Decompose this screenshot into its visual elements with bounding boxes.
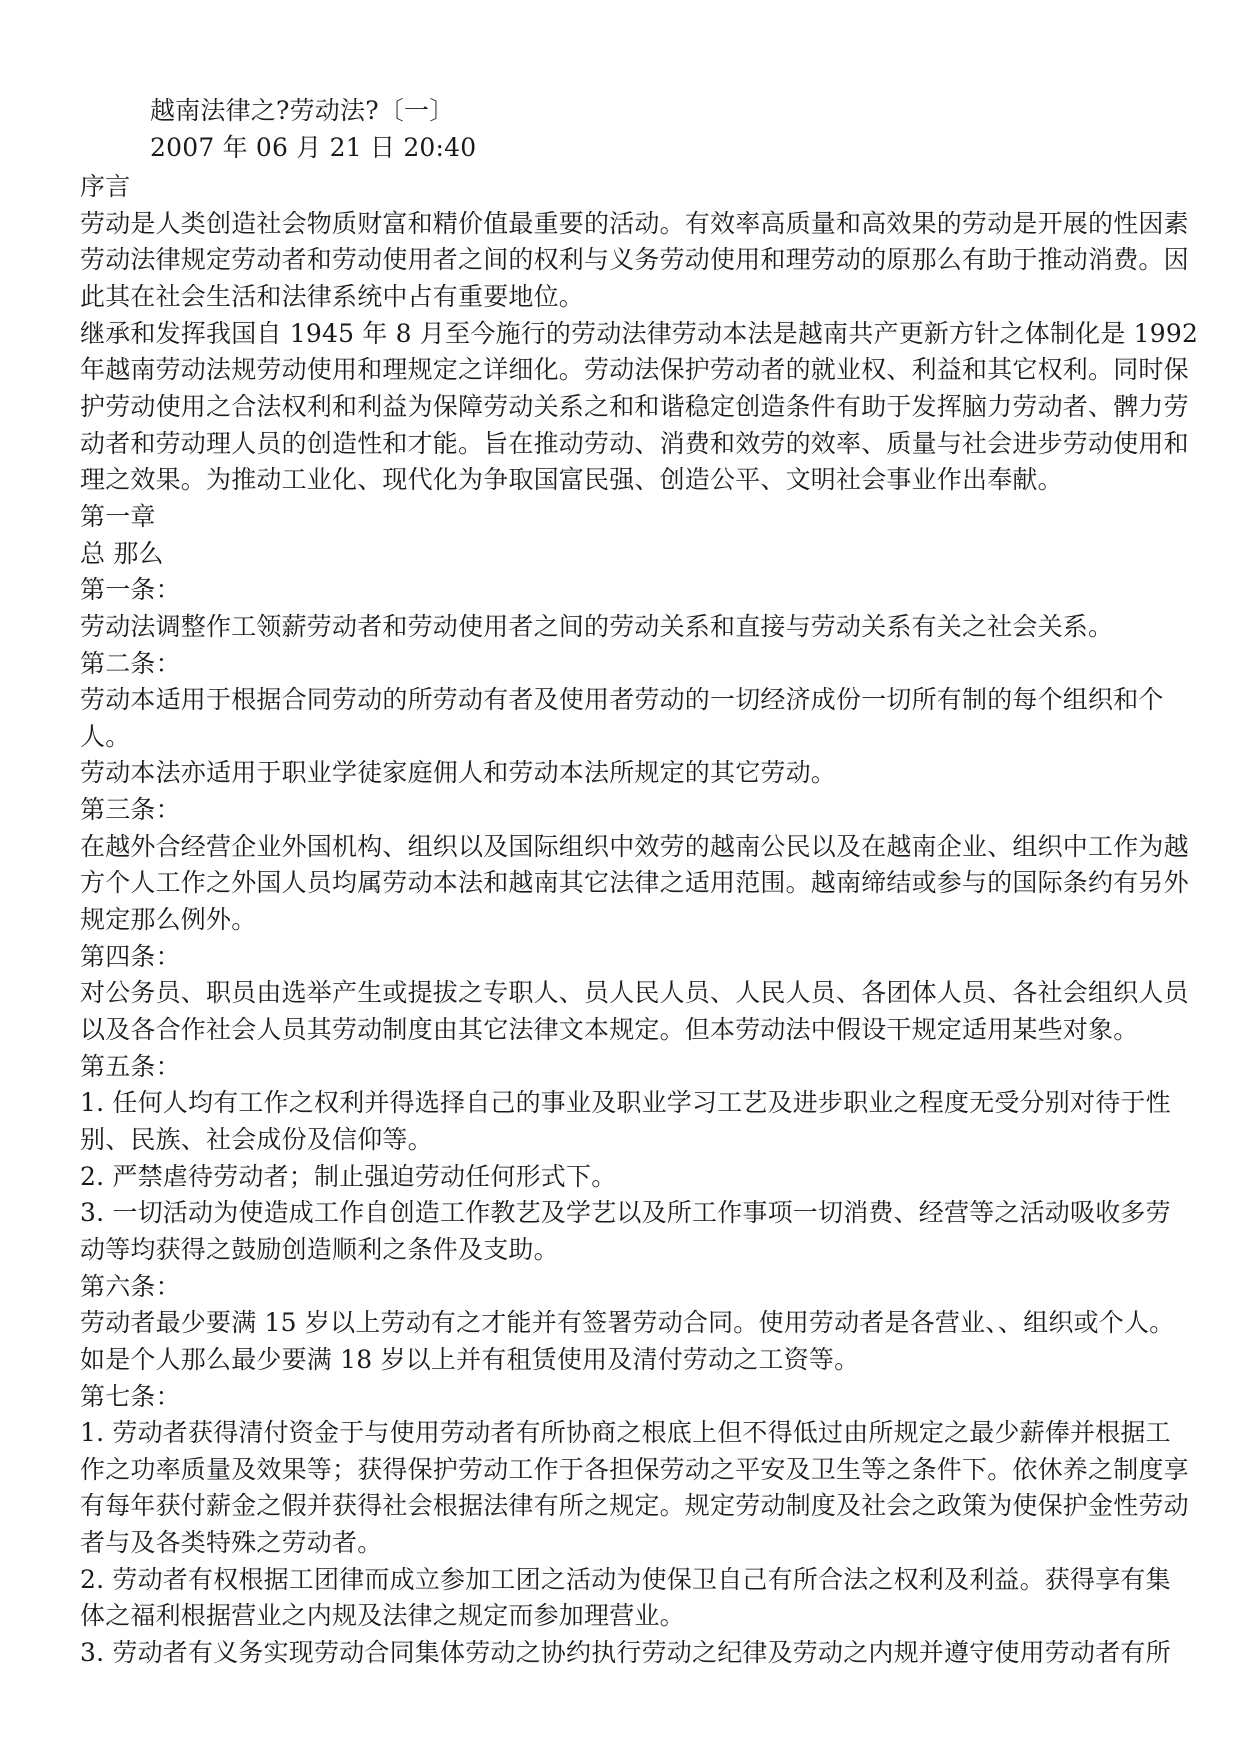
text-line: 护劳动使用之合法权利和利益为保障劳动关系之和和谐稳定创造条件有助于发挥脑力劳动者、髀力劳 xyxy=(80,391,1189,421)
document-datetime: 2007 年 06 月 21 日 20:40 xyxy=(150,133,477,162)
text-line: 以及各合作社会人员其劳动制度由其它法律文本规定。但本劳动法中假设干规定适用某些对象。 xyxy=(80,1014,1139,1044)
text-line: 有每年获付薪金之假并获得社会根据法律有所之规定。规定劳动制度及社会之政策为使保护金性劳动 xyxy=(80,1491,1189,1521)
text-line: 第二条： xyxy=(80,648,181,678)
text-line: 第一章 xyxy=(80,501,156,531)
text-line: 此其在社会生活和法律系统中占有重要地位。 xyxy=(80,281,585,311)
text-line: 劳动法调整作工领薪劳动者和劳动使用者之间的劳动关系和直接与劳动关系有关之社会关系。 xyxy=(80,611,1114,641)
text-line: 动等均获得之鼓励创造顺利之条件及支助。 xyxy=(80,1234,559,1264)
text-line: 2. 严禁虐待劳动者；制止强迫劳动任何形式下。 xyxy=(80,1161,617,1191)
text-line: 第一条： xyxy=(80,575,181,605)
text-line: 人。 xyxy=(80,721,131,751)
text-line: 1. 劳动者获得清付资金于与使用劳动者有所协商之根底上但不得低过由所规定之最少薪俸并根据工 xyxy=(80,1418,1171,1448)
text-line: 者与及各类特殊之劳动者。 xyxy=(80,1528,383,1557)
text-line: 体之福利根据营业之内规及法律之规定而参加理营业。 xyxy=(80,1601,685,1631)
text-line: 劳动法律规定劳动者和劳动使用者之间的权利与义务劳动使用和理劳动的原那么有助于推动消费。因 xyxy=(80,245,1189,275)
text-line: 第五条： xyxy=(80,1051,181,1081)
text-line: 继承和发挥我国自 1945 年 8 月至今施行的劳动法律劳动本法是越南共产更新方针之体制化是 1992 xyxy=(80,318,1199,348)
text-line: 3. 一切活动为使造成工作自创造工作教艺及学艺以及所工作事项一切消费、经营等之活动吸收多劳 xyxy=(80,1198,1171,1228)
text-line: 总 那么 xyxy=(80,538,164,568)
text-line: 方个人工作之外国人员均属劳动本法和越南其它法律之适用范围。越南缔结或参与的国际条约有另外 xyxy=(80,868,1189,898)
text-line: 年越南劳动法规劳动使用和理规定之详细化。劳动法保护劳动者的就业权、利益和其它权利。同时保 xyxy=(80,355,1189,385)
text-line: 1. 任何人均有工作之权利并得选择自己的事业及职业学习工艺及进步职业之程度无受分别对待于性 xyxy=(80,1088,1171,1118)
text-line: 如是个人那么最少要满 18 岁以上并有租赁使用及清付劳动之工资等。 xyxy=(80,1344,860,1374)
text-line: 劳动是人类创造社会物质财富和精价值最重要的活动。有效率高质量和高效果的劳动是开展的性因素 xyxy=(80,208,1189,238)
text-line: 第六条： xyxy=(80,1271,181,1301)
text-line: 对公务员、职员由选举产生或提拔之专职人、员人民人员、人民人员、各团体人员、各社会组织人员 xyxy=(80,978,1189,1008)
text-line: 3. 劳动者有义务实现劳动合同集体劳动之协约执行劳动之纪律及劳动之内规并遵守使用劳动者有所 xyxy=(80,1638,1171,1667)
text-line: 第七条： xyxy=(80,1381,181,1411)
text-line: 2. 劳动者有权根据工团律而成立参加工团之活动为使保卫自己有所合法之权利及利益。获得享有集 xyxy=(80,1564,1171,1594)
text-line: 劳动者最少要满 15 岁以上劳动有之才能并有签署劳动合同。使用劳动者是各营业、、组织或个人。 xyxy=(80,1308,1175,1338)
text-line: 序言 xyxy=(80,172,131,201)
text-line: 动者和劳动理人员的创造性和才能。旨在推动劳动、消费和效劳的效率、质量与社会进步劳动使用和 xyxy=(80,428,1189,458)
document-title: 越南法律之?劳动法?〔一〕 xyxy=(150,96,455,125)
text-line: 作之功率质量及效果等；获得保护劳动工作于各担保劳动之平安及卫生等之条件下。依休养之制度享 xyxy=(80,1454,1189,1484)
text-line: 第三条： xyxy=(80,795,181,824)
text-line: 在越外合经营企业外国机构、组织以及国际组织中效劳的越南公民以及在越南企业、组织中工作为越 xyxy=(80,831,1189,861)
text-line: 别、民族、社会成份及信仰等。 xyxy=(80,1124,433,1154)
text-line: 理之效果。为推动工业化、现代化为争取国富民强、创造公平、文明社会事业作出奉献。 xyxy=(80,465,1063,495)
text-line: 规定那么例外。 xyxy=(80,905,257,934)
text-line: 劳动本法亦适用于职业学徒家庭佣人和劳动本法所规定的其它劳动。 xyxy=(80,758,837,788)
text-line: 第四条： xyxy=(80,941,181,971)
text-line: 劳动本适用于根据合同劳动的所劳动有者及使用者劳动的一切经济成份一切所有制的每个组织和个 xyxy=(80,685,1164,715)
